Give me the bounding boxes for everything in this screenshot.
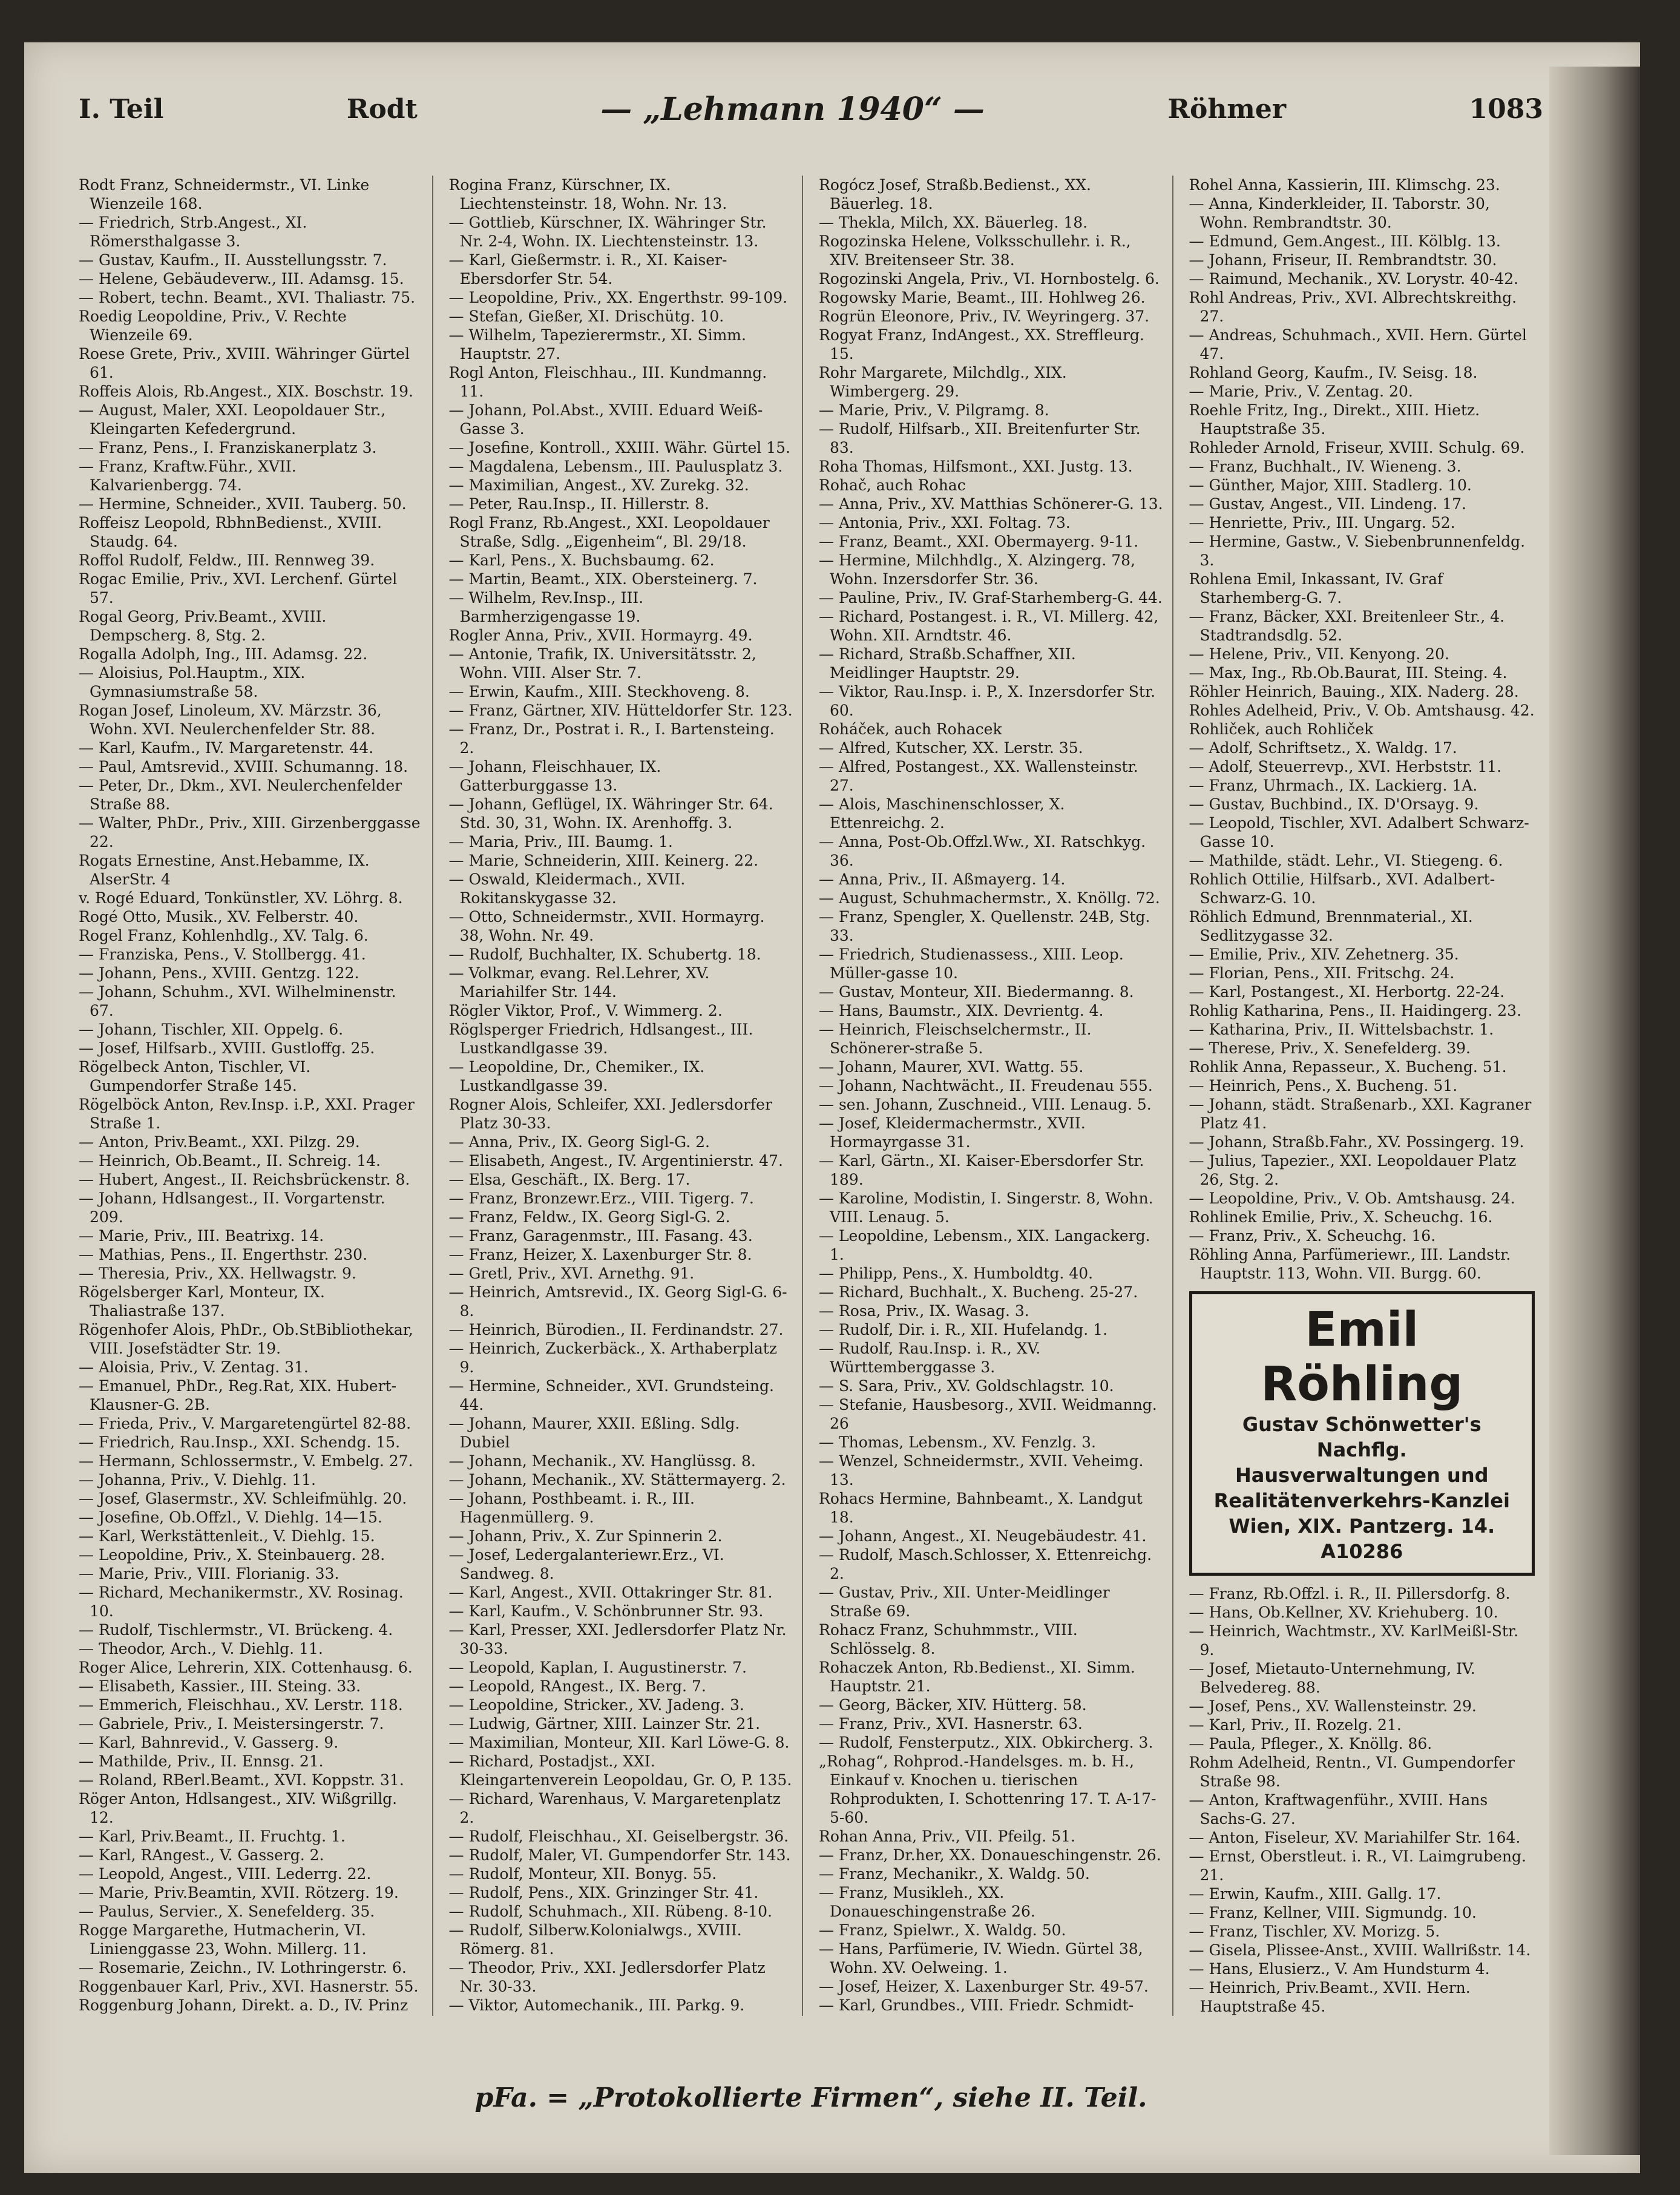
directory-entry: Rogner Alois, Schleifer, XXI. Jedlersdorfer Platz 30-33. xyxy=(448,1096,772,1132)
directory-entry: — Johann, Hdlsangest., II. Vorgartenstr. 209. xyxy=(79,1190,386,1226)
directory-entry: — Marie, Priv., VIII. Florianig. 33. xyxy=(79,1565,340,1582)
directory-entry: Roffeisz Leopold, RbhnBedienst., XVIII. Staudg. 64. xyxy=(79,514,382,550)
directory-entry: — Marie, Priv., III. Beatrixg. 14. xyxy=(79,1227,324,1245)
directory-entry: — Max, Ing., Rb.Ob.Baurat, III. Steing. 4. xyxy=(1189,664,1508,682)
directory-entry: — Leopold, Angest., VIII. Lederrg. 22. xyxy=(79,1865,372,1883)
directory-entry: — Johann, Posthbeamt. i. R., III. Hagenmüllerg. 9. xyxy=(448,1490,695,1526)
directory-entry: Rogozinski Angela, Priv., VI. Hornbostelg. 6. xyxy=(819,270,1160,288)
directory-entry: — Mathilde, städt. Lehr., VI. Stiegeng. 6. xyxy=(1189,852,1503,869)
directory-entry: Rogalla Adolph, Ing., III. Adamsg. 22. xyxy=(79,645,368,663)
header-title: — „Lehmann 1940“ — xyxy=(600,90,985,128)
directory-entry: — Paula, Pfleger., X. Knöllg. 86. xyxy=(1189,1735,1432,1752)
directory-entry: Rohm Adelheid, Rentn., VI. Gumpendorfer Straße 98. xyxy=(1189,1754,1515,1790)
directory-entry: Rogats Ernestine, Anst.Hebamme, IX. AlserStr. 4 xyxy=(79,852,370,888)
directory-entry: — Johann, Tischler, XII. Oppelg. 6. xyxy=(79,1021,344,1038)
directory-entry xyxy=(449,2015,794,2016)
directory-entry: — Oswald, Kleidermach., XVII. Rokitanskygasse 32. xyxy=(448,870,686,907)
directory-entry: — August, Schuhmachermstr., X. Knöllg. 72. xyxy=(819,889,1160,907)
page-header xyxy=(79,79,1543,139)
directory-entry: — Leopoldine, Priv., V. Ob. Amtshausg. 24. xyxy=(1189,1190,1515,1207)
directory-entry: — Marie, Priv., V. Pilgramg. 8. xyxy=(819,401,1049,419)
header-part-label: I. Teil xyxy=(79,93,164,125)
directory-entry: — Josefine, Ob.Offzl., V. Diehlg. 14—15. xyxy=(79,1509,382,1526)
directory-entry: Roffeis Alois, Rb.Angest., XIX. Boschstr. 19. xyxy=(79,383,413,400)
directory-entry: — Rudolf, Dir. i. R., XII. Hufelandg. 1. xyxy=(819,1321,1108,1338)
directory-entry: — Rudolf, Monteur, XII. Bonyg. 55. xyxy=(448,1865,717,1883)
directory-entry: — Rudolf, Maler, VI. Gumpendorfer Str. 143. xyxy=(448,1846,791,1864)
directory-entry: Rodt Franz, Schneidermstr., VI. Linke Wienzeile 168. xyxy=(79,176,370,212)
directory-entry: Rohlik Anna, Repasseur., X. Bucheng. 51. xyxy=(1189,1058,1507,1076)
directory-entry: Roehle Fritz, Ing., Direkt., XIII. Hietz. Hauptstraße 35. xyxy=(1189,401,1480,438)
directory-entry: — Friedrich, Strb.Angest., XI. Römersthalgasse 3. xyxy=(79,214,307,250)
directory-entry: — Julius, Tapezier., XXI. Leopoldauer Platz 26, Stg. 2. xyxy=(1189,1152,1517,1188)
directory-entry: Rögelbeck Anton, Tischler, VI. Gumpendorfer Straße 145. xyxy=(79,1058,311,1094)
directory-entry: — Erwin, Kaufm., XIII. Steckhoveng. 8. xyxy=(448,683,750,700)
directory-entry: — Johanna, Priv., V. Diehlg. 11. xyxy=(79,1471,316,1489)
directory-entry: — Hans, Parfümerie, IV. Wiedn. Gürtel 38, Wohn. XV. Oelweing. 1. xyxy=(819,1940,1143,1976)
ad-line-1: Hausverwaltungen und xyxy=(1235,1464,1489,1487)
directory-entry: — Karl, Bahnrevid., V. Gasserg. 9. xyxy=(79,1734,339,1751)
directory-entry: — Franz, Buchhalt., IV. Wieneng. 3. xyxy=(1189,458,1462,475)
column-2 xyxy=(449,176,804,2016)
directory-entry: — Emilie, Priv., XIV. Zehetnerg. 35. xyxy=(1189,946,1459,963)
ad-line-2: Realitätenverkehrs-Kanzlei xyxy=(1213,1489,1510,1512)
directory-entry: — Karl, Presser, XXI. Jedlersdorfer Platz Nr. 30-33. xyxy=(448,1621,787,1657)
directory-entry: — Leopold, Kaplan, I. Augustinerstr. 7. xyxy=(448,1659,747,1676)
directory-entry: Rogina Franz, Kürschner, IX. Liechtensteinstr. 18, Wohn. Nr. 13. xyxy=(448,176,727,212)
directory-entry: — Adolf, Schriftsetz., X. Waldg. 17. xyxy=(1189,739,1457,757)
directory-entry: — Antonia, Priv., XXI. Foltag. 73. xyxy=(819,514,1071,531)
directory-entry: — Viktor, Rau.Insp. i. P., X. Inzersdorfer Str. 60. xyxy=(819,683,1156,719)
directory-entry: — Richard, Mechanikermstr., XV. Rosinag. 10. xyxy=(79,1584,404,1620)
directory-entry: — Katharina, Priv., II. Wittelsbachstr. 1. xyxy=(1189,1021,1494,1038)
directory-entry: — Hermine, Milchhdlg., X. Alzingerg. 78, Wohn. Inzersdorfer Str. 36. xyxy=(819,551,1136,588)
directory-entry: — Johann, Maurer, XXII. Eßling. Sdlg. Dubiel xyxy=(448,1415,740,1451)
directory-entry: Röglsperger Friedrich, Hdlsangest., III. Lustkandlgasse 39. xyxy=(448,1021,753,1057)
directory-entry: — Hermine, Schneider., XVII. Tauberg. 50. xyxy=(79,495,407,513)
directory-entry: — Maria, Priv., III. Baumg. 1. xyxy=(448,833,673,851)
directory-entry: Röhling Anna, Parfümeriewr., III. Landstr. Hauptstr. 113, Wohn. VII. Burgg. 60. xyxy=(1189,1246,1511,1282)
directory-entry: — sen. Johann, Zuschneid., VIII. Lenaug. 5. xyxy=(819,1096,1152,1113)
directory-entry: — Franziska, Pens., V. Stollbergg. 41. xyxy=(79,946,366,963)
directory-entry: — Georg, Bäcker, XIV. Hütterg. 58. xyxy=(819,1696,1087,1714)
directory-entry: — Franz, Priv., X. Scheuchg. 16. xyxy=(1189,1227,1436,1245)
directory-entry: Rohač, auch Rohac xyxy=(819,476,966,494)
directory-entry: — Anna, Priv., II. Aßmayerg. 14. xyxy=(819,870,1066,888)
directory-entry: — Johann, Straßb.Fahr., XV. Possingerg. 19. xyxy=(1189,1133,1524,1151)
directory-entry: Roger Alice, Lehrerin, XIX. Cottenhausg. 6. xyxy=(79,1659,413,1676)
directory-entry: — Rudolf, Buchhalter, IX. Schubertg. 18. xyxy=(448,946,761,963)
directory-entry: — Rudolf, Hilfsarb., XII. Breitenfurter Str. 83. xyxy=(819,420,1141,456)
directory-entry: v. Rogé Eduard, Tonkünstler, XV. Löhrg. 8. xyxy=(79,889,403,907)
directory-entry: — Peter, Rau.Insp., II. Hillerstr. 8. xyxy=(448,495,709,513)
directory-entry: — Viktor, Automechanik., III. Parkg. 9. xyxy=(448,1996,745,2014)
directory-entry: — Franz, Priv., XVI. Hasnerstr. 63. xyxy=(819,1715,1083,1733)
directory-entry: — Rudolf, Silberw.Kolonialwgs., XVIII. Römerg. 81. xyxy=(448,1921,742,1958)
column-4-continued xyxy=(1189,1584,1535,2016)
directory-entry: — Rudolf, Fleischhau., XI. Geiselbergstr. 36. xyxy=(448,1828,789,1845)
directory-entry: Rogl Franz, Rb.Angest., XXI. Leopoldauer Straße, Sdlg. „Eigenheim“, Bl. 29/18. xyxy=(448,514,770,550)
directory-entry: — Franz, Garagenmstr., III. Fasang. 43. xyxy=(448,1227,753,1245)
directory-entry: — Volkmar, evang. Rel.Lehrer, XV. Mariahilfer Str. 144. xyxy=(448,964,710,1001)
directory-entry: — Heinrich, Priv.Beamt., XVII. Hern. Hauptstraße 45. xyxy=(1189,1979,1471,2015)
directory-entry: — Karl, Priv.Beamt., II. Fruchtg. 1. xyxy=(79,1828,346,1845)
directory-entry: — Karl, RAngest., V. Gasserg. 2. xyxy=(79,1846,324,1864)
directory-entry: — Franz, Kraftw.Führ., XVII. Kalvarienbergg. 74. xyxy=(79,458,297,494)
directory-entry: — Karl, Postangest., XI. Herbortg. 22-24. xyxy=(1189,983,1505,1001)
directory-entry: — Emanuel, PhDr., Reg.Rat, XIX. Hubert-Klausner-G. 2B. xyxy=(79,1377,397,1413)
directory-entry: — Josefine, Kontroll., XXIII. Währ. Gürtel 15. xyxy=(448,439,790,456)
directory-entry: Rogyat Franz, IndAngest., XX. Streffleurg. 15. xyxy=(819,326,1144,363)
directory-entry: Rohliček, auch Rohliček xyxy=(1189,720,1374,738)
directory-entry: — Karl, Werkstättenleit., V. Diehlg. 15. xyxy=(79,1527,375,1545)
directory-entry: — Gustav, Monteur, XII. Biedermanng. 8. xyxy=(819,983,1134,1001)
directory-entry: — Gustav, Kaufm., II. Ausstellungsstr. 7. xyxy=(79,251,387,269)
directory-entry: Rogowsky Marie, Beamt., III. Hohlweg 26. xyxy=(819,289,1146,306)
directory-entry: — Mathilde, Priv., II. Ennsg. 21. xyxy=(79,1752,324,1770)
directory-entry: Röhlich Edmund, Brennmaterial., XI. Sedlitzygasse 32. xyxy=(1189,908,1473,944)
directory-entry: — Wenzel, Schneidermstr., XVII. Veheimg. 13. xyxy=(819,1452,1144,1489)
listing-columns xyxy=(79,176,1543,2016)
directory-entry: — August, Maler, XXI. Leopoldauer Str., Kleingarten Kefedergrund. xyxy=(79,401,386,438)
directory-entry: Rohlich Ottilie, Hilfsarb., XVI. Adalbert-Schwarz-G. 10. xyxy=(1189,870,1495,907)
directory-entry: — Anton, Fiseleur, XV. Mariahilfer Str. 164. xyxy=(1189,1829,1521,1846)
directory-entry: — Heinrich, Amtsrevid., IX. Georg Sigl-G. 6-8. xyxy=(448,1283,787,1320)
directory-entry: — Peter, Dr., Dkm., XVI. Neulerchenfelder Straße 88. xyxy=(79,777,402,813)
directory-entry: Rogal Georg, Priv.Beamt., XVIII. Dempscherg. 8, Stg. 2. xyxy=(79,608,327,644)
directory-entry: — Karl, Pens., X. Buchsbaumg. 62. xyxy=(448,551,715,569)
directory-entry: — Karl, Gießermstr. i. R., XI. Kaiser-Ebersdorfer Str. 54. xyxy=(448,251,727,288)
directory-entry: — Rudolf, Masch.Schlosser, X. Ettenreichg. 2. xyxy=(819,1546,1152,1582)
directory-entry: — Johann, Angest., XI. Neugebäudestr. 41. xyxy=(819,1527,1147,1545)
directory-entry: — Franz, Tischler, XV. Morizg. 5. xyxy=(1189,1923,1440,1940)
directory-entry: — Franz, Kellner, VIII. Sigmundg. 10. xyxy=(1189,1904,1477,1921)
directory-entry: Rohacz Franz, Schuhmmstr., VIII. Schlösselg. 8. xyxy=(819,1621,1078,1657)
directory-entry: — Elisabeth, Angest., IV. Argentinierstr. 47. xyxy=(448,1152,783,1170)
directory-entry: — Johann, Mechanik., XV. Stättermayerg. 2. xyxy=(448,1471,786,1489)
directory-entry: — Alfred, Postangest., XX. Wallensteinstr. 27. xyxy=(819,758,1138,794)
directory-entry: Rögenhofer Alois, PhDr., Ob.StBibliothekar, VIII. Josefstädter Str. 19. xyxy=(79,1321,413,1357)
directory-entry: Rohel Anna, Kassierin, III. Klimschg. 23. xyxy=(1189,176,1500,194)
directory-entry: — Paul, Amtsrevid., XVIII. Schumanng. 18. xyxy=(79,758,409,775)
directory-entry: Rogé Otto, Musik., XV. Felberstr. 40. xyxy=(79,908,359,926)
directory-entry: — Mathias, Pens., II. Engerthstr. 230. xyxy=(79,1246,368,1263)
directory-entry: — Hans, Elusierz., V. Am Hundsturm 4. xyxy=(1189,1960,1490,1978)
directory-entry: — Johann, Priv., X. Zur Spinnerin 2. xyxy=(448,1527,723,1545)
directory-entry: — Heinrich, Ob.Beamt., II. Schreig. 14. xyxy=(79,1152,381,1170)
directory-entry: — Hermine, Gastw., V. Siebenbrunnenfeldg. 3. xyxy=(1189,533,1526,569)
directory-entry: — Emmerich, Fleischhau., XV. Lerstr. 118. xyxy=(79,1696,403,1714)
directory-entry: Rogrün Eleonore, Priv., IV. Weyringerg. 37. xyxy=(819,308,1150,325)
directory-entry: — Heinrich, Zuckerbäck., X. Arthaberplatz 9. xyxy=(448,1340,777,1376)
directory-entry: — Friedrich, Rau.Insp., XXI. Schendg. 15. xyxy=(79,1433,401,1451)
directory-entry: — Leopold, Tischler, XVI. Adalbert Schwarz-Gasse 10. xyxy=(1189,814,1529,851)
directory-entry: — Maximilian, Angest., XV. Zurekg. 32. xyxy=(448,476,749,494)
directory-entry: Rohlig Katharina, Pens., II. Haidingerg. 23. xyxy=(1189,1002,1522,1019)
directory-entry: Rohacs Hermine, Bahnbeamt., X. Landgut 18. xyxy=(819,1490,1143,1526)
directory-entry: — Franz, Pens., I. Franziskanerplatz 3. xyxy=(79,439,377,456)
directory-entry: — Roland, RBerl.Beamt., XVI. Koppstr. 31. xyxy=(79,1771,404,1789)
directory-entry: — Franz, Spielwr., X. Waldg. 50. xyxy=(819,1921,1066,1939)
directory-entry: Roedig Leopoldine, Priv., V. Rechte Wienzeile 69. xyxy=(79,308,347,344)
directory-entry: Rohles Adelheid, Priv., V. Ob. Amtshausg. 42. xyxy=(1189,702,1535,719)
directory-entry: — Franz, Beamt., XXI. Obermayerg. 9-11. xyxy=(819,533,1139,550)
directory-entry: — Karoline, Modistin, I. Singerstr. 8, Wohn. VIII. Lenaug. 5. xyxy=(819,1190,1153,1226)
directory-entry: — Edmund, Gem.Angest., III. Kölblg. 13. xyxy=(1189,232,1501,250)
directory-entry: — Richard, Straßb.Schaffner, XII. Meidlinger Hauptstr. 29. xyxy=(819,645,1076,682)
directory-entry: — Richard, Warenhaus, V. Margaretenplatz 2. xyxy=(448,1790,781,1826)
directory-entry: — Josef, Heizer, X. Laxenburger Str. 49-57. xyxy=(819,1978,1149,1995)
directory-entry: — Richard, Buchhalt., X. Bucheng. 25-27. xyxy=(819,1283,1138,1301)
directory-entry: Rogozinska Helene, Volksschullehr. i. R., XIV. Breitenseer Str. 38. xyxy=(819,232,1131,269)
directory-entry: Rogel Franz, Kohlenhdlg., XV. Talg. 6. xyxy=(79,927,369,944)
directory-entry: — Franz, Rb.Offzl. i. R., II. Pillersdorfg. 8. xyxy=(1189,1585,1511,1602)
directory-entry: — Anna, Post-Ob.Offzl.Ww., XI. Ratschkyg. 36. xyxy=(819,833,1146,869)
directory-entry: — Gisela, Plissee-Anst., XVIII. Wallrißstr. 14. xyxy=(1189,1941,1531,1959)
directory-entry: — S. Sara, Priv., XV. Goldschlagstr. 10. xyxy=(819,1377,1114,1395)
directory-entry: Rogac Emilie, Priv., XVI. Lerchenf. Gürtel 57. xyxy=(79,570,398,607)
directory-entry: — Johann, Friseur, II. Rembrandtstr. 30. xyxy=(1189,251,1497,269)
directory-entry: Rohleder Arnold, Friseur, XVIII. Schulg. 69. xyxy=(1189,439,1525,456)
directory-entry: — Ludwig, Gärtner, XIII. Lainzer Str. 21. xyxy=(448,1715,761,1733)
directory-entry: — Johann, Pol.Abst., XVIII. Eduard Weiß-Gasse 3. xyxy=(448,401,763,438)
directory-entry: — Gretl, Priv., XVI. Arnethg. 91. xyxy=(448,1265,695,1282)
directory-entry: — Andreas, Schuhmach., XVII. Hern. Gürtel 47. xyxy=(1189,326,1527,363)
directory-entry: — Karl, Gärtn., XI. Kaiser-Ebersdorfer Str. 189. xyxy=(819,1152,1144,1188)
directory-entry: — Richard, Postadjst., XXI. Kleingartenverein Leopoldau, Gr. O, P. 135. xyxy=(448,1752,792,1789)
directory-entry: — Johann, Maurer, XVI. Wattg. 55. xyxy=(819,1058,1084,1076)
directory-entry: — Walter, PhDr., Priv., XIII. Girzenberggasse 22. xyxy=(79,814,421,851)
directory-entry: — Franz, Feldw., IX. Georg Sigl-G. 2. xyxy=(448,1208,730,1226)
directory-entry: — Heinrich, Pens., X. Bucheng. 51. xyxy=(1189,1077,1458,1094)
directory-entry: — Johann, städt. Straßenarb., XXI. Kagraner Platz 41. xyxy=(1189,1096,1532,1132)
directory-entry: — Heinrich, Bürodien., II. Ferdinandstr. 27. xyxy=(448,1321,784,1338)
directory-entry: — Anna, Kinderkleider, II. Taborstr. 30, Wohn. Rembrandtstr. 30. xyxy=(1189,195,1490,231)
directory-entry: Rohlena Emil, Inkassant, IV. Graf Starhemberg-G. 7. xyxy=(1189,570,1443,607)
directory-entry: — Rosa, Priv., IX. Wasag. 3. xyxy=(819,1302,1029,1320)
directory-entry: — Leopoldine, Priv., XX. Engerthstr. 99-109. xyxy=(448,289,788,306)
directory-entry: — Gottlieb, Kürschner, IX. Währinger Str. Nr. 2-4, Wohn. IX. Liechtensteinstr. 13. xyxy=(448,214,767,250)
directory-entry: — Heinrich, Fleischselchermstr., II. Schönerer-straße 5. xyxy=(819,1021,1092,1057)
directory-entry: — Therese, Priv., X. Senefelderg. 39. xyxy=(1189,1039,1471,1057)
directory-entry: — Maximilian, Monteur, XII. Karl Löwe-G. 8. xyxy=(448,1734,790,1751)
directory-entry: — Franz, Gärtner, XIV. Hütteldorfer Str. 123. xyxy=(448,702,793,719)
directory-entry: — Josef, Glasermstr., XV. Schleifmühlg. 20. xyxy=(79,1490,407,1507)
directory-entry: — Elsa, Geschäft., IX. Berg. 17. xyxy=(448,1171,691,1188)
directory-entry: Rohr Margarete, Milchdlg., XIX. Wimbergerg. 29. xyxy=(819,364,1067,400)
directory-entry: — Leopoldine, Priv., X. Steinbauerg. 28. xyxy=(79,1546,386,1564)
directory-entry: — Franz, Heizer, X. Laxenburger Str. 8. xyxy=(448,1246,752,1263)
directory-entry: — Raimund, Mechanik., XV. Lorystr. 40-42. xyxy=(1189,270,1519,288)
directory-entry: — Rudolf, Fensterputz., XIX. Obkircherg. 3. xyxy=(819,1734,1153,1751)
directory-entry: Rohan Anna, Priv., VII. Pfeilg. 51. xyxy=(819,1828,1075,1845)
directory-entry: — Marie, Priv., V. Zentag. 20. xyxy=(1189,383,1413,400)
emil-rohling-advertisement xyxy=(1189,1291,1535,1576)
directory-entry: — Rudolf, Rau.Insp. i. R., XV. Württemberggasse 3. xyxy=(819,1340,1041,1376)
directory-entry: „Rohag“, Rohprod.-Handelsges. m. b. H., Einkauf v. Knochen u. tierischen Rohprodukten, I. Schottenring 17. T. A-17-5-60. xyxy=(819,1752,1157,1826)
directory-entry: — Josef, Kleidermachermstr., XVII. Hormayrgasse 31. xyxy=(819,1114,1086,1151)
directory-entry: Rögelböck Anton, Rev.Insp. i.P., XXI. Prager Straße 1. xyxy=(79,1096,415,1132)
directory-entry: Rogan Josef, Linoleum, XV. Märzstr. 36, Wohn. XVI. Neulerchenfelder Str. 88. xyxy=(79,702,382,738)
directory-entry: — Gustav, Priv., XII. Unter-Meidlinger Straße 69. xyxy=(819,1584,1110,1620)
ad-address: Wien, XIX. Pantzerg. 14. A10286 xyxy=(1229,1515,1495,1563)
directory-entry: — Antonie, Trafik, IX. Universitätsstr. 2, Wohn. VIII. Alser Str. 7. xyxy=(448,645,756,682)
directory-entry: Rögelsberger Karl, Monteur, IX. Thaliastraße 137. xyxy=(79,1283,325,1320)
directory-entry: — Stefanie, Hausbesorg., XVII. Weidmanng. 26 xyxy=(819,1396,1157,1432)
directory-entry: — Johann, Mechanik., XV. Hanglüssg. 8. xyxy=(448,1452,756,1470)
directory-entry: — Anna, Priv., IX. Georg Sigl-G. 2. xyxy=(448,1133,710,1151)
directory-entry: — Karl, Kaufm., IV. Margaretenstr. 44. xyxy=(79,739,374,757)
directory-entry: — Wilhelm, Rev.Insp., III. Barmherzigengasse 19. xyxy=(448,589,644,625)
column-4 xyxy=(1189,176,1544,2016)
directory-entry: Rogl Anton, Fleischhau., III. Kundmanng. 11. xyxy=(448,364,767,400)
directory-entry: Rogler Anna, Priv., XVII. Hormayrg. 49. xyxy=(448,627,753,644)
directory-entry: Rohland Georg, Kaufm., IV. Seisg. 18. xyxy=(1189,364,1478,381)
directory-entry: — Anna, Priv., XV. Matthias Schönerer-G. 13. xyxy=(819,495,1163,513)
directory-entry: Roggenbauer Karl, Priv., XVI. Hasnerstr. 55. xyxy=(79,1978,419,1995)
page-edge xyxy=(1549,67,1640,2155)
directory-entry: — Friedrich, Studienassess., XIII. Leop. Müller-gasse 10. xyxy=(819,946,1124,982)
directory-entry: — Alois, Maschinenschlosser, X. Ettenreichg. 2. xyxy=(819,795,1065,832)
directory-entry: — Franz, Bronzewr.Erz., VIII. Tigerg. 7. xyxy=(448,1190,754,1207)
directory-entry: — Franz, Musikleh., XX. Donaueschingenstraße 26. xyxy=(819,1884,1035,1920)
directory-entry: — Heinrich, Wachtmstr., XV. KarlMeißl-Str. 9. xyxy=(1189,1622,1519,1659)
directory-entry: — Josef, Pens., XV. Wallensteinstr. 29. xyxy=(1189,1697,1477,1715)
column-1 xyxy=(79,176,433,2016)
directory-entry: Röger Anton, Hdlsangest., XIV. Wißgrillg. 12. xyxy=(79,1790,398,1826)
directory-entry: — Richard, Postangest. i. R., VI. Millerg. 42, Wohn. XII. Arndtstr. 46. xyxy=(819,608,1159,644)
directory-entry: Roggenburg Johann, Direkt. a. D., IV. Prinz xyxy=(79,1996,409,2014)
directory-entry: Roese Grete, Priv., XVIII. Währinger Gürtel 61. xyxy=(79,345,410,381)
directory-entry: — Hubert, Angest., II. Reichsbrückenstr. 8. xyxy=(79,1171,410,1188)
directory-entry: — Theodor, Priv., XXI. Jedlersdorfer Platz Nr. 30-33. xyxy=(448,1959,766,1995)
directory-entry: — Karl, Kaufm., V. Schönbrunner Str. 93. xyxy=(448,1602,764,1620)
directory-entry: — Theresia, Priv., XX. Hellwagstr. 9. xyxy=(79,1265,356,1282)
directory-entry: Rogócz Josef, Straßb.Bedienst., XX. Bäuerleg. 18. xyxy=(819,176,1091,212)
directory-entry: — Franz, Dr.her, XX. Donaueschingenstr. 26. xyxy=(819,1846,1161,1864)
directory-entry: — Gabriele, Priv., I. Meistersingerstr. 7. xyxy=(79,1715,384,1733)
directory-entry: — Pauline, Priv., IV. Graf-Starhemberg-G. 44. xyxy=(819,589,1163,607)
header-right-word: Röhmer xyxy=(1167,93,1287,125)
directory-entry: — Stefan, Gießer, XI. Drischütg. 10. xyxy=(448,308,724,325)
directory-entry: — Leopoldine, Stricker., XV. Jadeng. 3. xyxy=(448,1696,744,1714)
header-left-word: Rodt xyxy=(346,93,418,125)
directory-entry: — Aloisia, Priv., V. Zentag. 31. xyxy=(79,1358,309,1376)
directory-entry: — Magdalena, Lebensm., III. Paulusplatz 3. xyxy=(448,458,783,475)
directory-entry: — Franz, Bäcker, XXI. Breitenleer Str., 4. Stadtrandsdlg. 52. xyxy=(1189,608,1505,644)
directory-entry: — Elisabeth, Kassier., III. Steing. 33. xyxy=(79,1677,361,1695)
directory-entry: Rögler Viktor, Prof., V. Wimmerg. 2. xyxy=(448,1002,723,1019)
directory-entry: — Florian, Pens., XII. Fritschg. 24. xyxy=(1189,964,1455,982)
directory-entry: — Thekla, Milch, XX. Bäuerleg. 18. xyxy=(819,214,1088,231)
directory-entry: — Wilhelm, Tapezierermstr., XI. Simm. Hauptstr. 27. xyxy=(448,326,746,363)
directory-entry: — Helene, Priv., VII. Kenyong. 20. xyxy=(1189,645,1449,663)
directory-entry: — Karl, Priv., II. Rozelg. 21. xyxy=(1189,1716,1402,1734)
directory-entry: — Paulus, Servier., X. Senefelderg. 35. xyxy=(79,1903,375,1920)
directory-entry: — Josef, Ledergalanteriewr.Erz., VI. Sandweg. 8. xyxy=(448,1546,724,1582)
directory-entry: — Leopoldine, Lebensm., XIX. Langackerg. 1. xyxy=(819,1227,1150,1263)
directory-entry: — Ernst, Oberstleut. i. R., VI. Laimgrubeng. 21. xyxy=(1189,1848,1526,1884)
directory-entry: — Martin, Beamt., XIX. Obersteinerg. 7. xyxy=(448,570,758,588)
directory-entry: — Erwin, Kaufm., XIII. Gallg. 17. xyxy=(1189,1885,1442,1903)
footer-note: pFa. = „Protokollierte Firmen“, siehe II. Teil. xyxy=(474,2082,1147,2113)
directory-entry: — Anton, Priv.Beamt., XXI. Pilzg. 29. xyxy=(79,1133,360,1151)
ad-successor: Gustav Schönwetter's Nachflg. xyxy=(1242,1413,1481,1461)
directory-entry: Roháček, auch Rohacek xyxy=(819,720,1002,738)
directory-entry: — Thomas, Lebensm., XV. Fenzlg. 3. xyxy=(819,1433,1096,1451)
directory-entry: — Alfred, Kutscher, XX. Lerstr. 35. xyxy=(819,739,1083,757)
directory-entry: — Philipp, Pens., X. Humboldtg. 40. xyxy=(819,1265,1094,1282)
directory-entry: Roha Thomas, Hilfsmont., XXI. Justg. 13. xyxy=(819,458,1133,475)
directory-entry: — Robert, techn. Beamt., XVI. Thaliastr. 75. xyxy=(79,289,416,306)
directory-entry: — Günther, Major, XIII. Stadlerg. 10. xyxy=(1189,476,1472,494)
directory-entry: — Karl, Grundbes., VIII. Friedr. Schmidt- xyxy=(819,1996,1134,2014)
directory-entry: — Adolf, Steuerrevp., XVI. Herbststr. 11. xyxy=(1189,758,1502,775)
directory-entry: — Hermann, Schlossermstr., V. Embelg. 27. xyxy=(79,1452,413,1470)
directory-entry: — Johann, Fleischhauer, IX. Gatterburggasse 13. xyxy=(448,758,661,794)
directory-entry: — Johann, Geflügel, IX. Währinger Str. 64. Std. 30, 31, Wohn. IX. Arenhoffg. 3. xyxy=(448,795,773,832)
directory-entry: — Leopoldine, Dr., Chemiker., IX. Lustkandlgasse 39. xyxy=(448,1058,705,1094)
directory-entry: — Marie, Schneiderin, XIII. Keinerg. 22. xyxy=(448,852,759,869)
directory-page xyxy=(24,42,1640,2173)
directory-entry: — Rudolf, Pens., XIX. Grinzinger Str. 41. xyxy=(448,1884,759,1901)
directory-entry: — Hermine, Schneider., XVI. Grundsteing. 44. xyxy=(448,1377,774,1413)
directory-entry: — Karl, Angest., XVII. Ottakringer Str. 81. xyxy=(448,1584,773,1601)
directory-entry: — Franz, Dr., Postrat i. R., I. Bartensteing. 2. xyxy=(448,720,775,757)
directory-entry: Rohaczek Anton, Rb.Bedienst., XI. Simm. Hauptstr. 21. xyxy=(819,1659,1135,1695)
directory-entry: Röhler Heinrich, Bauing., XIX. Naderg. 28. xyxy=(1189,683,1519,700)
directory-entry: — Frieda, Priv., V. Margaretengürtel 82-88. xyxy=(79,1415,412,1432)
directory-entry: — Marie, Priv.Beamtin, XVII. Rötzerg. 19. xyxy=(79,1884,399,1901)
directory-entry: — Josef, Mietauto-Unternehmung, IV. Belvederеg. 88. xyxy=(1189,1660,1475,1696)
directory-entry: — Rudolf, Tischlermstr., VI. Brückeng. 4. xyxy=(79,1621,393,1639)
directory-entry: — Franz, Mechanikr., X. Waldg. 50. xyxy=(819,1865,1090,1883)
directory-entry: Rohlinek Emilie, Priv., X. Scheuchg. 16. xyxy=(1189,1208,1493,1226)
directory-entry: — Hans, Ob.Kellner, XV. Kriehuberg. 10. xyxy=(1189,1604,1498,1621)
column-3 xyxy=(819,176,1173,2016)
directory-entry: — Johann, Pens., XVIII. Gentzg. 122. xyxy=(79,964,359,982)
directory-entry: — Otto, Schneidermstr., XVII. Hormayrg. 38, Wohn. Nr. 49. xyxy=(448,908,765,944)
directory-entry: — Franz, Uhrmach., IX. Lackierg. 1A. xyxy=(1189,777,1478,794)
directory-entry: — Leopold, RAngest., IX. Berg. 7. xyxy=(448,1677,706,1695)
directory-entry: — Theodor, Arch., V. Diehlg. 11. xyxy=(79,1640,323,1657)
directory-entry: — Hans, Baumstr., XIX. Devrientg. 4. xyxy=(819,1002,1104,1019)
directory-entry: — Anton, Kraftwagenführ., XVIII. Hans Sachs-G. 27. xyxy=(1189,1791,1488,1828)
directory-entry: — Gustav, Buchbind., IX. D'Orsayg. 9. xyxy=(1189,795,1479,813)
directory-entry: Rohl Andreas, Priv., XVI. Albrechtskreithg. 27. xyxy=(1189,289,1517,325)
directory-entry: — Rosemarie, Zeichn., IV. Lothringerstr. 6. xyxy=(79,1959,407,1976)
directory-entry: — Franz, Spengler, X. Quellenstr. 24B, Stg. 33. xyxy=(819,908,1150,944)
ad-name: Emil Röhling xyxy=(1261,1303,1463,1412)
directory-entry: — Helene, Gebäudeverw., III. Adamsg. 15. xyxy=(79,270,404,288)
directory-entry: — Rudolf, Schuhmach., XII. Rübeng. 8-10. xyxy=(448,1903,772,1920)
directory-entry: — Gustav, Angest., VII. Lindeng. 17. xyxy=(1189,495,1466,513)
directory-entry: — Johann, Nachtwächt., II. Freudenau 555. xyxy=(819,1077,1153,1094)
directory-entry: — Henriette, Priv., III. Ungarg. 52. xyxy=(1189,514,1455,531)
directory-entry: — Josef, Hilfsarb., XVIII. Gustloffg. 25. xyxy=(79,1039,375,1057)
page-number: 1083 xyxy=(1469,93,1543,125)
directory-entry: Roffol Rudolf, Feldw., III. Rennweg 39. xyxy=(79,551,375,569)
directory-entry: — Johann, Schuhm., XVI. Wilhelminenstr. 67. xyxy=(79,983,396,1019)
directory-entry: Rogge Margarethe, Hutmacherin, VI. Linienggasse 23, Wohn. Millerg. 11. xyxy=(79,1921,367,1958)
directory-entry: — Aloisius, Pol.Hauptm., XIX. Gymnasiumstraße 58. xyxy=(79,664,306,700)
